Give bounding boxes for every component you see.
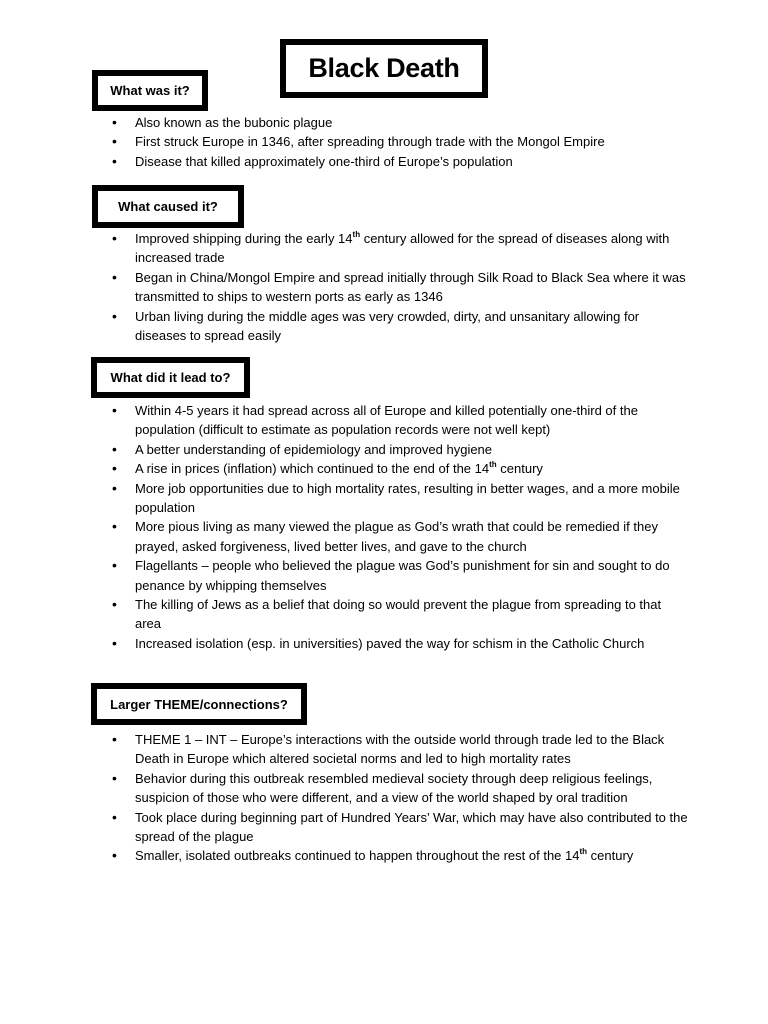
list-item bbox=[100, 769, 690, 808]
list-item bbox=[100, 113, 690, 132]
list-item-text: First struck Europe in 1346, after spreading through trade with the Mongol Empire bbox=[135, 134, 605, 150]
list-item bbox=[100, 846, 690, 865]
list-item-text: A rise in prices (inflation) which continued to the end of the 14 bbox=[135, 461, 490, 477]
list-item-text: Increased isolation (esp. in universities) paved the way for schism in the Catholic Church bbox=[135, 635, 645, 651]
superscript: th bbox=[352, 229, 361, 239]
section-heading-box-what-was-it bbox=[92, 70, 208, 111]
section-heading: What did it lead to? bbox=[110, 370, 231, 385]
section-heading-box-what-caused-it bbox=[92, 185, 244, 228]
list-item bbox=[100, 459, 690, 478]
list-item bbox=[100, 268, 690, 307]
list-item bbox=[100, 634, 690, 653]
bullet-list-what-did-it-lead-to bbox=[100, 401, 690, 653]
list-item-text: Improved shipping during the early 14 bbox=[135, 231, 353, 246]
list-item bbox=[100, 401, 690, 440]
page-title: Black Death bbox=[308, 53, 460, 83]
list-item-text: Took place during beginning part of Hundred Years’ War, which may have also contributed to the spread of the plague bbox=[135, 809, 688, 845]
page-title-box bbox=[280, 39, 488, 98]
bullet-list-larger-theme bbox=[100, 730, 690, 866]
list-item-text: Disease that killed approximately one-third of Europe’s population bbox=[135, 153, 513, 169]
list-item bbox=[100, 730, 690, 769]
list-item-text: century allowed for the spread of diseases along with increased trade bbox=[135, 231, 670, 266]
bullet-list-what-was-it bbox=[100, 113, 690, 171]
list-item bbox=[100, 556, 690, 595]
list-item-text: THEME 1 – INT – Europe’s interactions with the outside world through trade led to the Black Death in Europe which altered societal norms and led to high mortality rates bbox=[135, 732, 665, 767]
list-item bbox=[100, 808, 690, 847]
superscript: th bbox=[489, 459, 497, 469]
list-item-text: Also known as the bubonic plague bbox=[135, 115, 333, 130]
list-item bbox=[100, 229, 690, 268]
section-heading-box-larger-theme bbox=[91, 683, 307, 725]
list-item-text: More job opportunities due to high mortality rates, resulting in better wages, and a more mobile population bbox=[135, 480, 680, 516]
list-item bbox=[100, 307, 690, 346]
list-item-text: A better understanding of epidemiology and improved hygiene bbox=[135, 441, 493, 457]
list-item bbox=[100, 517, 690, 556]
list-item bbox=[100, 152, 690, 171]
list-item-text: Flagellants – people who believed the plague was God’s punishment for sin and sought to do penance by whipping themselves bbox=[135, 558, 670, 593]
list-item-text: century bbox=[496, 461, 543, 477]
section-heading: What was it? bbox=[110, 83, 190, 98]
list-item bbox=[100, 595, 690, 634]
list-item-text: century bbox=[587, 848, 634, 864]
list-item-text: More pious living as many viewed the plague as God’s wrath that could be remedied if they prayed, asked forgiveness, lived better lives, and gave to the church bbox=[135, 519, 658, 554]
section-heading: What caused it? bbox=[118, 199, 218, 214]
list-item-text: Within 4-5 years it had spread across all of Europe and killed potentially one-third of the population (difficult to estimate as population records were not well kept) bbox=[135, 403, 638, 438]
list-item bbox=[100, 479, 690, 518]
section-heading: Larger THEME/connections? bbox=[110, 696, 288, 712]
list-item bbox=[100, 132, 690, 151]
list-item bbox=[100, 440, 690, 459]
list-item-text: Behavior during this outbreak resembled medieval society through deep religious feelings, suspicion of those who were different, and a view of the world shaped by oral tradition bbox=[135, 770, 653, 806]
superscript: th bbox=[579, 847, 588, 857]
list-item-text: The killing of Jews as a belief that doing so would prevent the plague from spreading to that area bbox=[135, 597, 662, 632]
section-heading-box-what-did-it-lead-to bbox=[91, 357, 250, 398]
list-item-text: Urban living during the middle ages was very crowded, dirty, and unsanitary allowing for diseases to spread easily bbox=[135, 308, 640, 344]
bullet-list-what-caused-it bbox=[100, 229, 690, 345]
list-item-text: Smaller, isolated outbreaks continued to happen throughout the rest of the 14 bbox=[135, 848, 580, 864]
list-item-text: Began in China/Mongol Empire and spread initially through Silk Road to Black Sea where it was transmitted to ships to western ports as early as 1346 bbox=[135, 269, 686, 305]
